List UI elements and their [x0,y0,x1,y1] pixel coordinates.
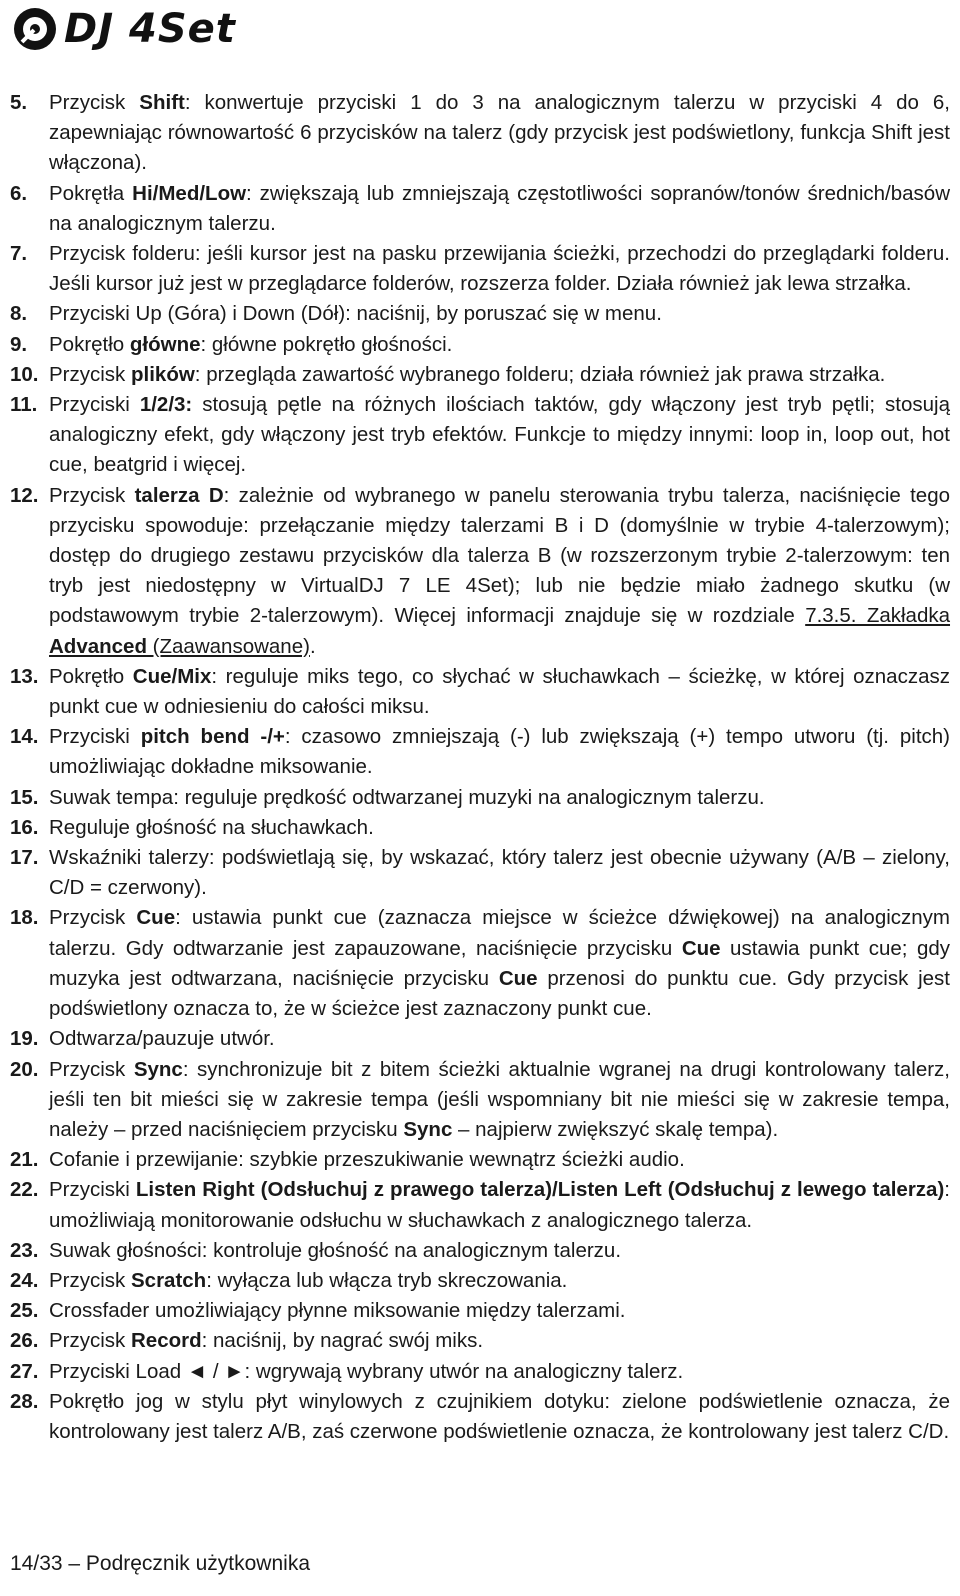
text-run: przenosi do punktu cue. Gdy przycisk jest podświetlony oznacza to, że w ścieżce jest zaznaczony punkt cue. [49,966,950,1021]
bold-term: Record [131,1329,202,1353]
item-text [49,722,950,782]
list-item [10,662,950,722]
text-run: Przycisk [49,483,135,507]
text-run: Przycisk [49,1329,131,1353]
item-number: 11. [10,393,38,417]
bold-term: Sync [403,1117,453,1141]
text-run: Suwak głośności: kontroluje głośność na analogicznym talerzu. [49,1238,622,1262]
text-run: Cofanie i przewijanie: szybkie przeszukiwanie wewnątrz ścieżki audio. [49,1148,685,1172]
bold-term: Advanced [49,634,147,658]
bold-term: Scratch [131,1268,207,1292]
text-run: – najpierw zwiększyć skalę tempa). [452,1117,779,1141]
list-item [10,1296,950,1326]
list-item [10,1266,950,1296]
item-text [49,1055,950,1146]
item-text [49,1326,950,1356]
list-item [10,1387,950,1447]
item-number: 12. [10,483,39,507]
item-text [49,783,950,813]
text-run: : ustawia punkt cue (zaznacza miejsce w ścieżce dźwiękowej) na analogicznym talerzu. Gdy odtwarzanie jest zapauzowane, naciśnięcie przycisku [49,906,951,960]
text-run: : synchronizuje bit z bitem ścieżki aktualnie wgranej na drugi kontrolowany talerz, jeśli ten bit mieści się w zakresie tempa (jeśli wspomniany bit nie mieści się w zakresie tempa, należy – przed naciśnięciem przycisku [49,1057,951,1141]
bold-term: Listen Right (Odsłuchuj z prawego talerza)/Listen Left (Odsłuchuj z lewego talerza) [135,1178,945,1202]
text-run: stosują pętle na różnych ilościach taktów, gdy włączony jest tryb pętli; stosują analogiczny efekt, gdy włączony jest tryb efektów. Funkcje to między innymi: loop in, loop out, hot cue, beatgrid i więcej. [49,393,950,477]
text-run: Wskaźniki talerzy: podświetlają się, by wskazać, który talerz jest obecnie używany (A/B – zielony, C/D = czerwony). [49,846,950,900]
list-item [10,330,950,360]
text-run: Przycisk [49,1057,134,1081]
text-run: Suwak tempa: reguluje prędkość odtwarzanej muzyki na analogicznym talerzu. [49,785,765,809]
list-item [10,843,950,903]
item-text [49,1266,950,1296]
text-run: (Zaawansowane) [146,634,310,658]
item-text [49,903,950,1024]
item-number: 10. [10,362,39,386]
item-number: 14. [10,725,39,749]
item-text [49,1145,950,1175]
item-text [49,390,950,481]
bold-term: Shift [139,91,185,114]
text-run: : naciśnij, by nagrać swój miks. [201,1329,484,1353]
list-item [10,239,950,299]
item-text [49,843,950,903]
text-run: Reguluje głośność na słuchawkach. [49,815,374,839]
page-footer: 14/33 – Podręcznik użytkownika [10,1552,310,1575]
text-run: Odtwarza/pauzuje utwór. [49,1027,275,1051]
bold-term: Hi/Med/Low [132,181,247,205]
item-number: 5. [10,91,28,114]
bold-term: Sync [133,1057,183,1081]
item-text [49,88,950,179]
item-number: 26. [10,1329,39,1353]
list-item [10,1145,950,1175]
text-run: Crossfader umożliwiający płynne miksowanie między talerzami. [49,1299,626,1323]
list-item [10,813,950,843]
item-number: 6. [10,181,28,205]
list-item [10,299,950,329]
item-text [49,813,950,843]
item-text [49,1387,950,1447]
item-number: 16. [10,815,39,839]
item-number: 15. [10,785,39,809]
text-run: Przyciski Load ◄ / ►: wgrywają wybrany utwór na analogiczny talerz. [49,1359,684,1383]
item-number: 23. [10,1238,39,1262]
text-run: : czasowo zmniejszają (-) lub zwiększają (+) tempo utworu (tj. pitch) umożliwiając dokładne miksowanie. [49,725,950,779]
list-item [10,1326,950,1356]
bold-term: 1/2/3: [139,393,193,417]
bold-term: Cue [136,906,176,930]
item-number: 17. [10,846,39,870]
text-run: 7.3.5. Zakładka [805,604,951,628]
text-run: Przycisk [49,1268,131,1292]
text-run: : umożliwiają monitorowanie odsłuchu w słuchawkach z analogicznego talerza. [49,1178,950,1232]
item-number: 22. [10,1178,39,1202]
item-text [49,360,950,390]
feature-list [10,88,950,1447]
text-run: Pokrętła [49,181,133,205]
list-item [10,179,950,239]
text-run: . [309,634,316,658]
list-item [10,783,950,813]
bold-term: talerza D [134,483,224,507]
list-item [10,1024,950,1054]
dj-logo-icon [12,6,58,52]
item-number: 8. [10,302,28,326]
bold-term: Cue/Mix [132,664,212,688]
item-text [49,1236,950,1266]
list-item [10,1357,950,1387]
list-item [10,722,950,782]
item-text [49,299,950,329]
header [12,6,236,52]
text-run: Przyciski Up (Góra) i Down (Dół): naciśnij, by poruszać się w menu. [49,302,662,326]
logo-text: DJ 4Set [64,6,236,52]
item-number: 18. [10,906,39,930]
item-number: 21. [10,1148,39,1172]
item-number: 25. [10,1299,39,1323]
text-run: ustawia punkt cue; gdy muzyka jest odtwarzana, naciśnięcie przycisku [49,936,950,990]
text-run: Pokrętło jog w stylu płyt winylowych z czujnikiem dotyku: zielone podświetlenie oznacza, że kontrolowany jest talerz A/B, zaś czerwone podświetlenie oznacza, że kontrolowany jest talerz C/D. [49,1389,950,1443]
text-run: Przyciski [49,393,140,417]
item-text [49,1175,950,1235]
item-text [49,1357,950,1387]
item-number: 28. [10,1389,39,1413]
item-text [49,179,950,239]
text-run: Przyciski [49,1178,136,1202]
bold-term: główne [129,332,201,356]
item-text [49,481,950,662]
text-run: : reguluje miks tego, co słychać w słuchawkach – ścieżkę, w której oznaczasz punkt cue w odniesieniu do całości miksu. [49,664,950,719]
item-text [49,662,950,722]
item-number: 13. [10,664,39,688]
item-number: 7. [10,242,28,266]
text-run: Przyciski [49,725,141,749]
list-item [10,481,950,662]
text-run: Pokrętło [49,332,130,356]
text-run: : konwertuje przyciski 1 do 3 na analogicznym talerzu w przyciski 4 do 6, zapewniając równowartość 6 przycisków na talerz (gdy przycisk jest podświetlony, funkcja Shift jest włączona). [49,91,951,175]
text-run: Pokrętło [49,664,133,688]
list-item [10,1175,950,1235]
text-run: : wyłącza lub włącza tryb skreczowania. [206,1268,568,1292]
item-text [49,1296,950,1326]
item-number: 20. [10,1057,39,1081]
item-text [49,330,950,360]
item-number: 19. [10,1027,39,1051]
text-run: : przegląda zawartość wybranego folderu; działa również jak prawa strzałka. [194,362,886,386]
text-run: : zależnie od wybranego w panelu sterowania trybu talerza, naciśnięcie tego przycisku spowoduje: przełączanie między talerzami B i D (domyślnie w trybie 4-talerzowym); dostęp do drugiego zestawu przycisków dla talerza B (w rozszerzonym trybie 2-talerzowym: ten tryb jest niedostępny w VirtualDJ 7 LE 4Set); lub nie będzie miało żadnego skutku (w podstawowym trybie 2-talerzowym). Więcej informacji znajduje się w rozdziale [49,483,951,628]
item-number: 27. [10,1359,39,1383]
list-item [10,88,950,179]
item-number: 24. [10,1268,39,1292]
list-item [10,1236,950,1266]
item-number: 9. [10,332,28,356]
text-run: Przycisk [49,906,137,930]
text-run: : główne pokrętło głośności. [200,332,453,356]
item-text [49,239,950,299]
item-text [49,1024,950,1054]
bold-term: Cue [498,966,538,990]
text-run: : zwiększają lub zmniejszają częstotliwości sopranów/tonów średnich/basów na analogicznym talerzu. [49,181,950,235]
list-item [10,360,950,390]
text-run: Przycisk [49,362,131,386]
bold-term: pitch bend -/+ [140,725,285,749]
text-run: Przycisk [49,91,140,114]
bold-term: plików [131,362,195,386]
list-item [10,390,950,481]
list-item [10,1055,950,1146]
list-item [10,903,950,1024]
bold-term: Cue [681,936,721,960]
text-run: Przycisk folderu: jeśli kursor jest na pasku przewijania ścieżki, przechodzi do przeglądarki folderu. Jeśli kursor już jest w przeglądarce folderów, rozszerza folder. Działa również jak lewa strzałka. [49,242,950,296]
